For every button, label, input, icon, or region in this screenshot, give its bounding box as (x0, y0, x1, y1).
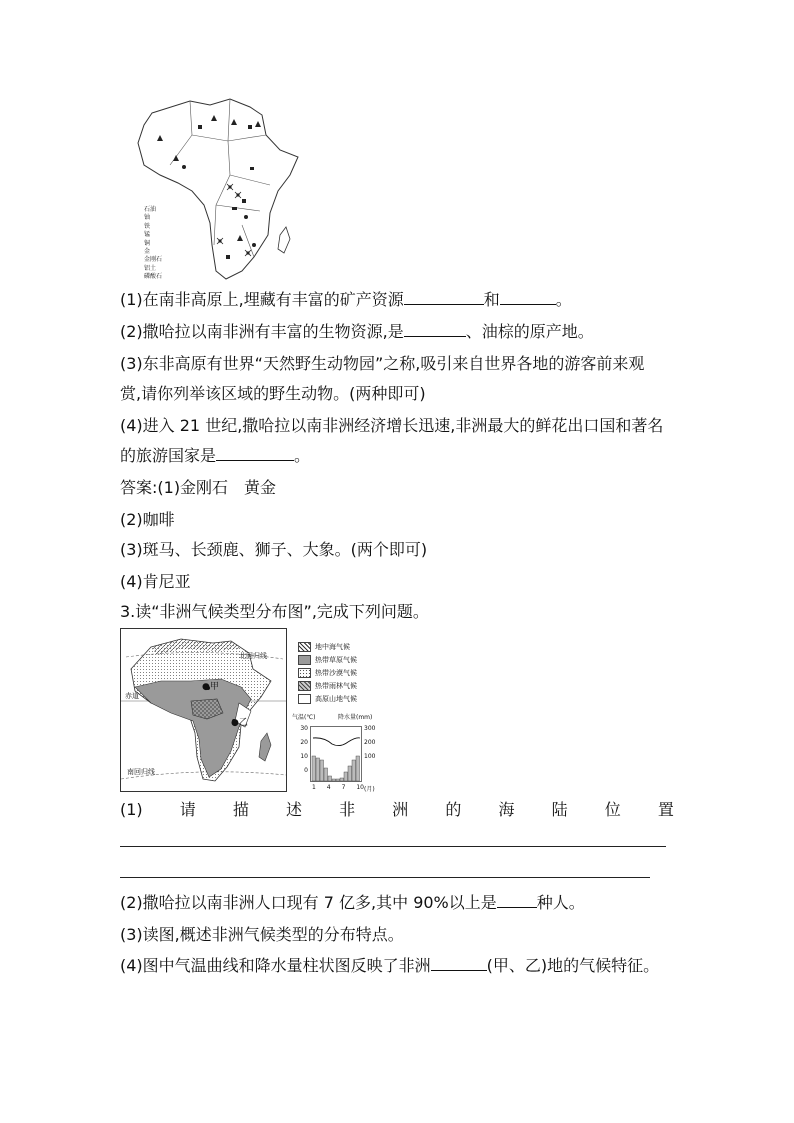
swatch-highland (298, 694, 311, 704)
label-tropic-south: 南回归线 (127, 768, 155, 776)
answer-line-3: (3)斑马、长颈鹿、狮子、大象。(两个即可) (120, 540, 428, 559)
q3-title: 3.读“非洲气候类型分布图”,完成下列问题。 (120, 602, 429, 621)
label-equator: 赤道 (125, 692, 139, 700)
climate-chart (292, 712, 380, 796)
month-unit: (月) (364, 786, 375, 793)
q2-line-1: (1)在南非高原上,埋藏有丰富的矿产资源 和 。 (120, 290, 572, 309)
legend-row: 热带沙漠气候 (298, 666, 357, 679)
legend-phosphate: 磷酸石 (144, 273, 163, 281)
q3-line-4: (4)图中气温曲线和降水量柱状图反映了非洲 (甲、乙)地的气候特征。 (120, 956, 660, 975)
legend-row: 高原山地气候 (298, 692, 357, 705)
q2-line-3: (3)东非高原有世界“天然野生动物园”之称,吸引来自世界各地的游客前来观 (120, 354, 645, 373)
temp-axis-label: 气温(℃) (292, 714, 316, 721)
swatch-mediterranean (298, 642, 311, 652)
legend-oil: 石油 (144, 206, 157, 213)
answer-blank[interactable] (404, 322, 466, 337)
legend-uranium: 铀 (144, 214, 151, 222)
legend-row: 热带雨林气候 (298, 679, 357, 692)
answer-blank[interactable] (497, 893, 537, 908)
climate-legend (298, 640, 357, 705)
legend-manganese: 锰 (144, 231, 151, 239)
legend-row: 地中海气候 (298, 640, 357, 653)
q2-line-6: 的旅游国家是 。 (120, 446, 311, 465)
swatch-rainforest (298, 681, 311, 691)
label-yi: ●乙 (231, 718, 248, 728)
legend-gold: 金 (144, 248, 151, 256)
label-jia: ●甲 (202, 682, 219, 692)
precip-axis-label: 降水量(mm) (338, 714, 373, 721)
swatch-desert (298, 668, 311, 678)
answer-line-2: (2)咖啡 (120, 510, 175, 529)
q2-line-5: (4)进入 21 世纪,撒哈拉以南非洲经济增长迅速,非洲最大的鲜花出口国和著名 (120, 416, 664, 435)
mineral-legend (144, 206, 162, 282)
answer-blank[interactable] (404, 290, 484, 305)
legend-diamond: 金刚石 (144, 256, 163, 264)
q3-line-1: (1) 请 描 述 非 洲 的 海 陆 位 置 (120, 800, 674, 819)
legend-bauxite: 铝土 (144, 264, 157, 272)
temp-ticks: 30 20 10 0 (300, 725, 308, 774)
legend-iron: 铁 (144, 222, 151, 230)
precip-ticks: 300 200 100 (364, 725, 376, 760)
legend-copper: 铜 (144, 239, 151, 247)
label-tropic-north: 北回归线 (239, 652, 267, 660)
q3-line-2: (2)撒哈拉以南非洲人口现有 7 亿多,其中 90%以上是 种人。 (120, 893, 585, 912)
month-ticks: 1 4 7 10 (312, 784, 364, 791)
legend-row: 热带草原气候 (298, 653, 357, 666)
answer-line-1: 答案:(1)金刚石 黄金 (120, 478, 277, 497)
q2-line-4: 赏,请你列举该区域的野生动物。(两种即可) (120, 384, 426, 403)
answer-blank[interactable] (216, 446, 294, 461)
swatch-savanna (298, 655, 311, 665)
africa-climate-map (120, 628, 287, 792)
answer-blank[interactable] (431, 956, 487, 971)
answer-line[interactable] (120, 877, 650, 878)
q2-line-2: (2)撒哈拉以南非洲有丰富的生物资源,是 、油棕的原产地。 (120, 322, 594, 341)
answer-line[interactable] (120, 846, 666, 847)
answer-line-4: (4)肯尼亚 (120, 572, 191, 591)
answer-blank[interactable] (500, 290, 556, 305)
q3-line-3: (3)读图,概述非洲气候类型的分布特点。 (120, 925, 404, 944)
